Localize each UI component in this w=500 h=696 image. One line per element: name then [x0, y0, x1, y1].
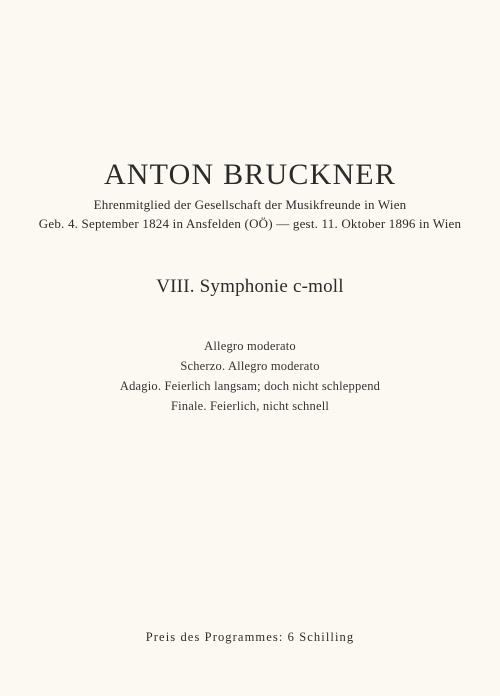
movement-2: Scherzo. Allegro moderato: [180, 359, 320, 373]
movement-3: Adagio. Feierlich langsam; doch nicht schleppend: [119, 379, 381, 393]
honorary-member-subtitle: Ehrenmitglied der Gesellschaft der Musikfreunde in Wien: [93, 197, 407, 212]
composer-name-title: ANTON BRUCKNER: [103, 158, 397, 191]
movement-4: Finale. Feierlich, nicht schnell: [170, 399, 330, 413]
birth-death-subtitle: Geb. 4. September 1824 in Ansfelden (OÖ) — gest. 11. Oktober 1896 in Wien: [38, 216, 462, 231]
work-title: VIII. Symphonie c-moll: [156, 276, 344, 297]
price-line: Preis des Programmes: 6 Schilling: [145, 630, 355, 644]
movement-1: Allegro moderato: [204, 339, 296, 353]
